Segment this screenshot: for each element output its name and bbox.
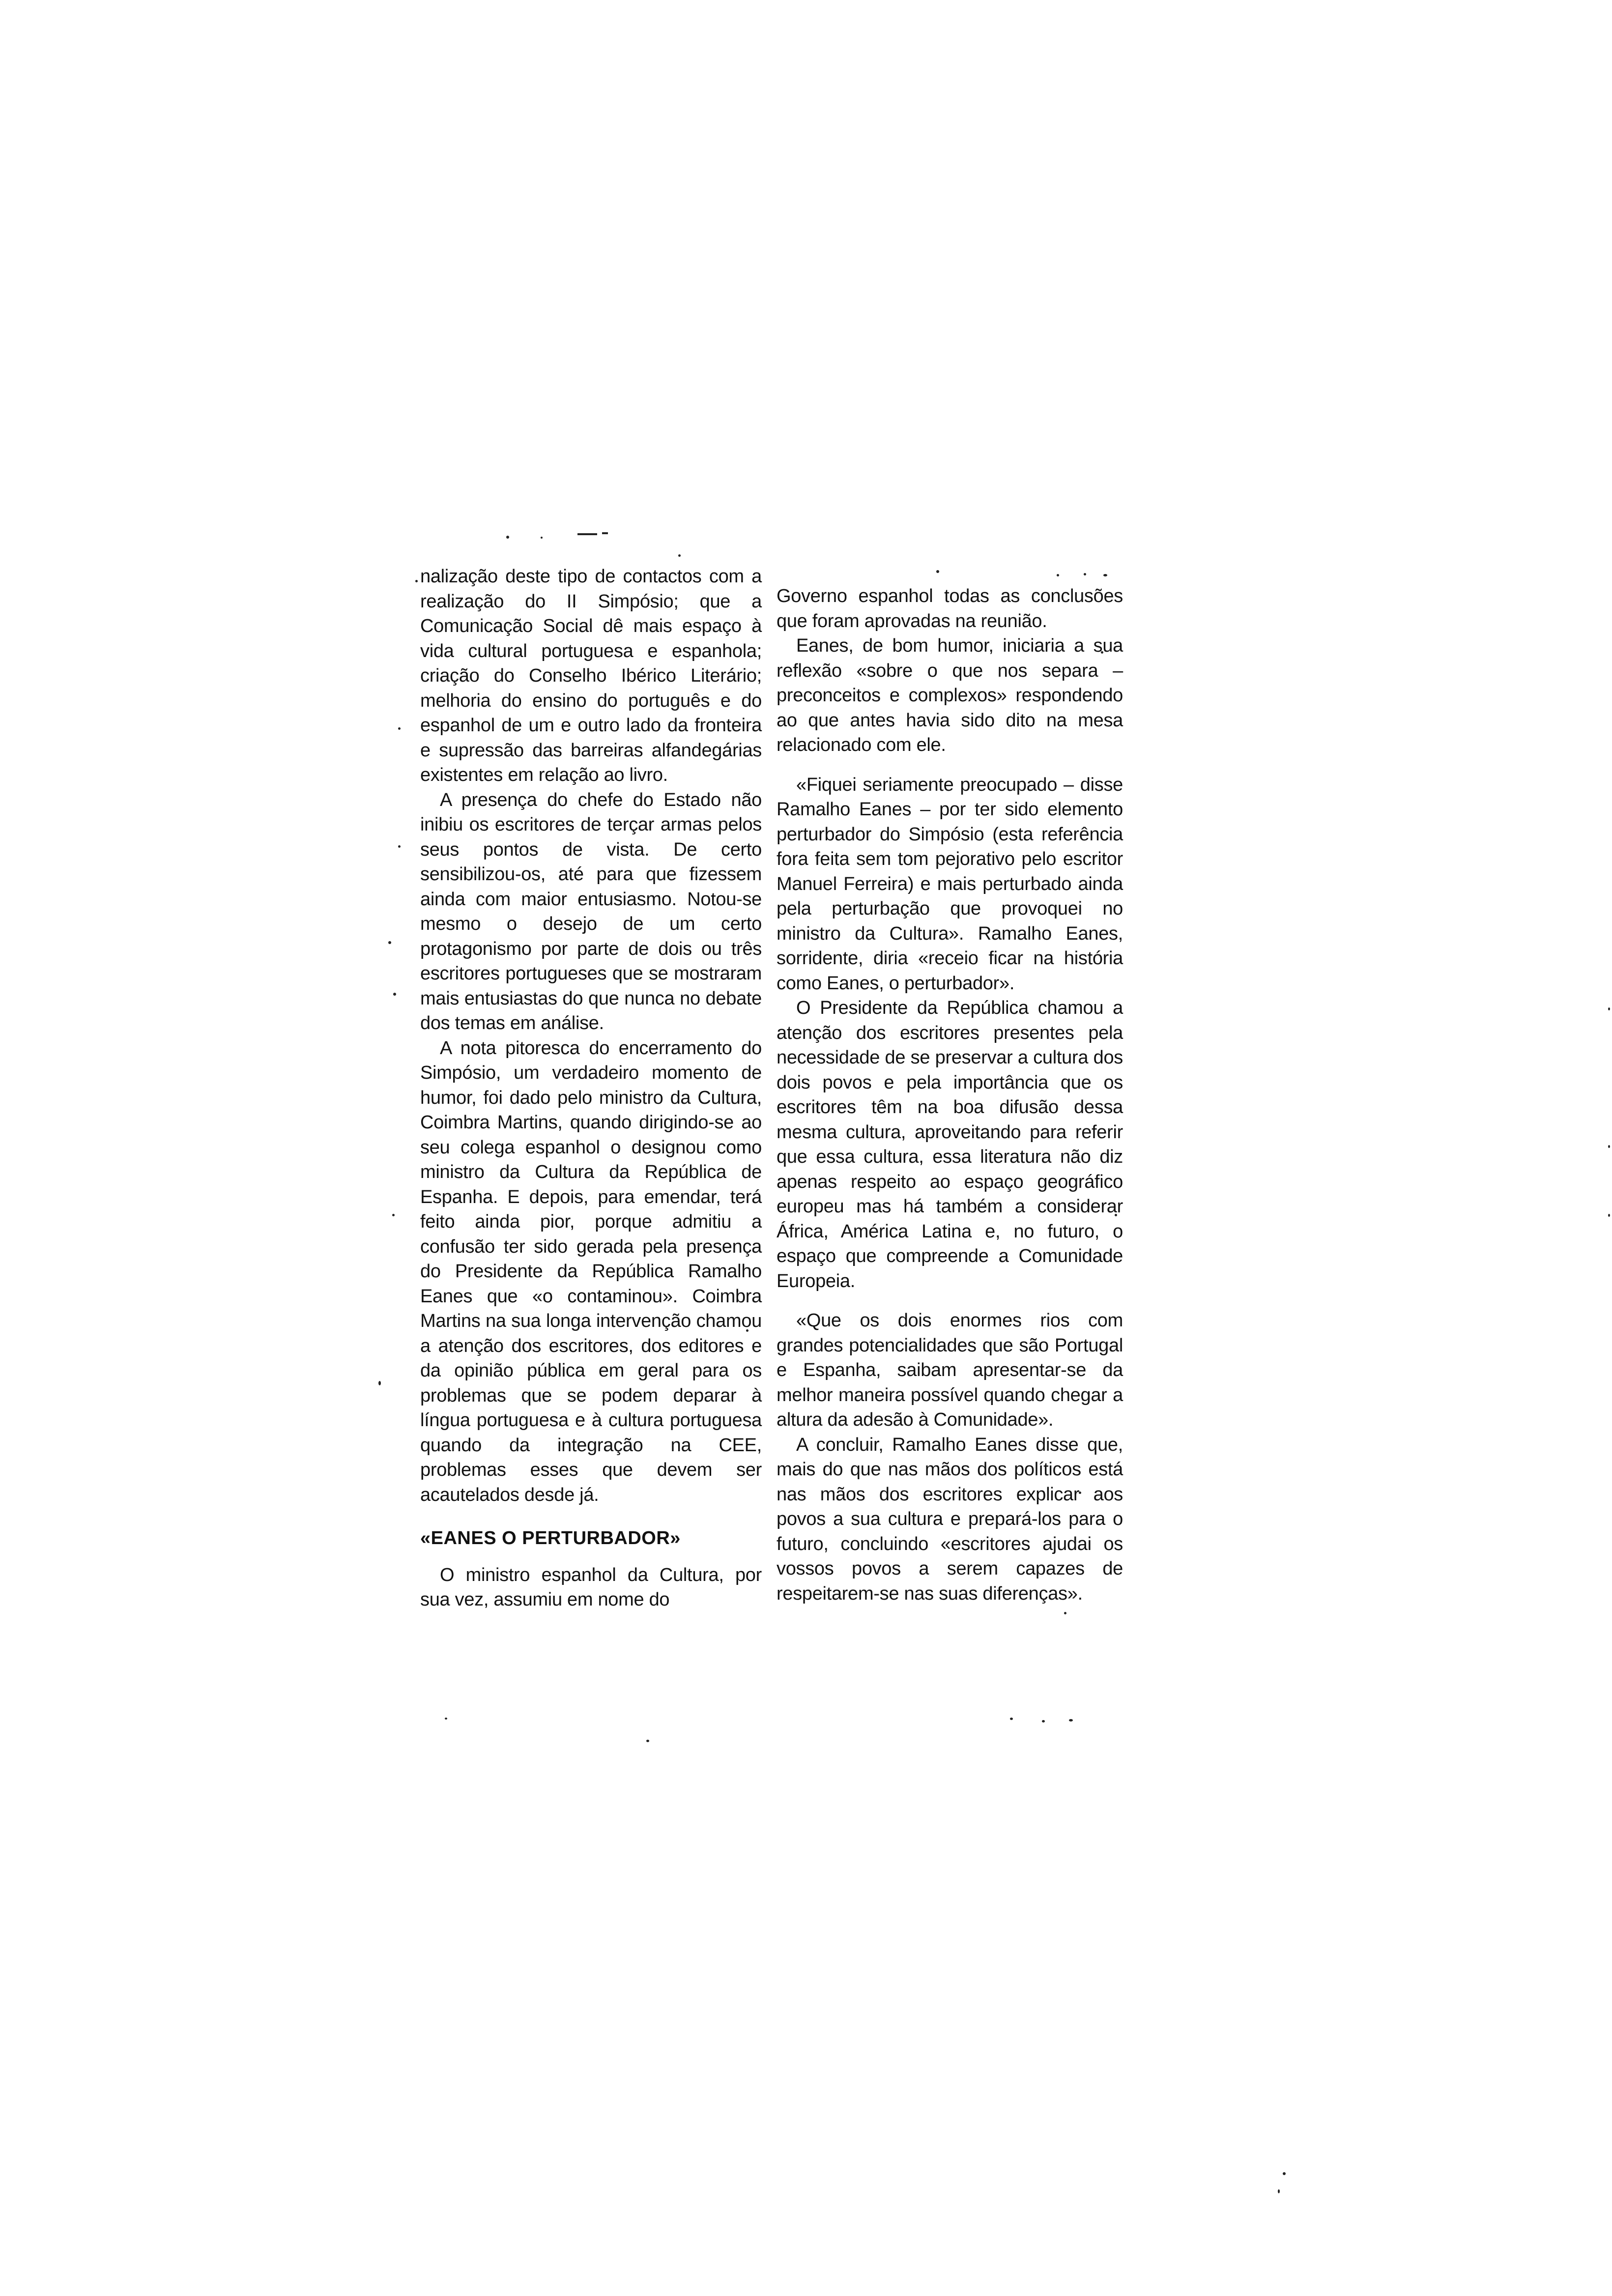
scan-speck [388,941,391,944]
scan-speck [392,1214,395,1216]
paragraph: A nota pitoresca do encerramento do Simpósio, um verdadeiro momento de humor, foi dado pelo ministro da Cultura, Coimbra Martins, quando dirigindo-se ao seu colega espanhol o designou como ministro da Cultura da República de Espanha. E depois, para emendar, terá feito ainda pior, porque admitiu a confusão ter sido gerada pela presença do Presidente da República Ramalho Eanes que «o contaminou». Coimbra Martins na sua longa intervenção chamou a atenção dos escritores, dos editores e da opinião pública em geral para os problemas que se podem deparar à língua portuguesa e à cultura portuguesa quando da integração na CEE, problemas esses que devem ser acautelados desde já. [420,1037,762,1505]
scan-mark [577,533,597,535]
scan-speck [415,580,418,582]
scan-speck [445,1718,447,1720]
scan-speck [1103,574,1107,576]
scan-speck [1608,1214,1610,1217]
article-subheading: «EANES O PERTURBADOR» [420,1528,681,1549]
scan-speck [1608,1145,1610,1148]
article-column-left [420,564,762,1612]
scan-speck [1057,574,1059,576]
scan-speck [646,1740,649,1742]
scan-speck [1042,1720,1045,1722]
scan-speck [936,570,939,573]
scan-speck [1064,1612,1066,1614]
paragraph: Eanes, de bom humor, iniciaria a sua reflexão «sobre o que nos separa – preconceitos e complexos» respondendo ao que antes havia sido dito na mesa relacionado com ele. [777,635,1123,755]
scan-speck [1608,1007,1610,1010]
scan-speck [398,845,401,848]
scan-speck [378,1381,381,1385]
scan-speck [1069,1719,1073,1722]
scan-speck [1084,573,1086,575]
scan-speck [678,554,681,557]
paragraph: «Que os dois enormes rios com grandes potencialidades que são Portugal e Espanha, saibam apresentar-se da melhor maneira possível quando chegar a altura da adesão à Comunidade». [777,1310,1123,1430]
scan-mark [602,532,608,534]
paragraph: A concluir, Ramalho Eanes disse que, mais do que nas mãos dos políticos está nas mãos dos escritores explicar aos povos a sua cultura e prepará-los para o futuro, concluindo «escritores ajudai os vossos povos a serem capazes de respeitarem-se nas suas diferenças». [777,1434,1123,1604]
paragraph: nalização deste tipo de contactos com a realização do II Simpósio; que a Comunicação Social dê mais espaço à vida cultural portuguesa e espanhola; criação do Conselho Ibérico Literário; melhoria do ensino do português e do espanhol de um e outro lado da fronteira e supressão das barreiras alfandegárias existentes em relação ao livro. [420,566,762,785]
scan-speck [398,727,401,730]
paragraph: O Presidente da República chamou a atenção dos escritores presentes pela necessidade de se preservar a cultura dos dois povos e pela importância que os escritores têm na boa difusão dessa mesma cultura, aproveitando para referir que essa cultura, essa literatura não diz apenas respeito ao espaço geográfico europeu mas há também a considerar África, América Latina e, no futuro, o espaço que compreende a Comunidade Europeia. [777,998,1123,1292]
scan-speck [393,993,396,996]
article-column-right [777,584,1123,1606]
paragraph: Governo espanhol todas as conclusões que foram aprovadas na reunião. [777,586,1123,631]
scan-speck [1278,2189,1280,2193]
scan-speck [541,537,543,539]
scan-speck [506,536,509,539]
scan-speck [1010,1718,1013,1720]
paragraph: A presença do chefe do Estado não inibiu os escritores de terçar armas pelos seus pontos de vista. De certo sensibilizou-os, até para que fizessem ainda com maior entusiasmo. Notou-se mesmo o desejo de um certo protagonismo por parte de dois ou três escritores portugueses que se mostraram mais entusiastas do que nunca no debate dos temas em análise. [420,789,762,1033]
scan-speck [1283,2172,1286,2175]
paragraph: «Fiquei seriamente preocupado – disse Ramalho Eanes – por ter sido elemento perturbador do Simpósio (esta referência fora feita sem tom pejorativo pelo escritor Manuel Ferreira) e mais perturbado ainda pela perturbação que provoquei no ministro da Cultura». Ramalho Eanes, sorridente, diria «receio ficar na história como Eanes, o perturbador». [777,774,1123,994]
paragraph: O ministro espanhol da Cultura, por sua vez, assumiu em nome do [420,1564,762,1610]
